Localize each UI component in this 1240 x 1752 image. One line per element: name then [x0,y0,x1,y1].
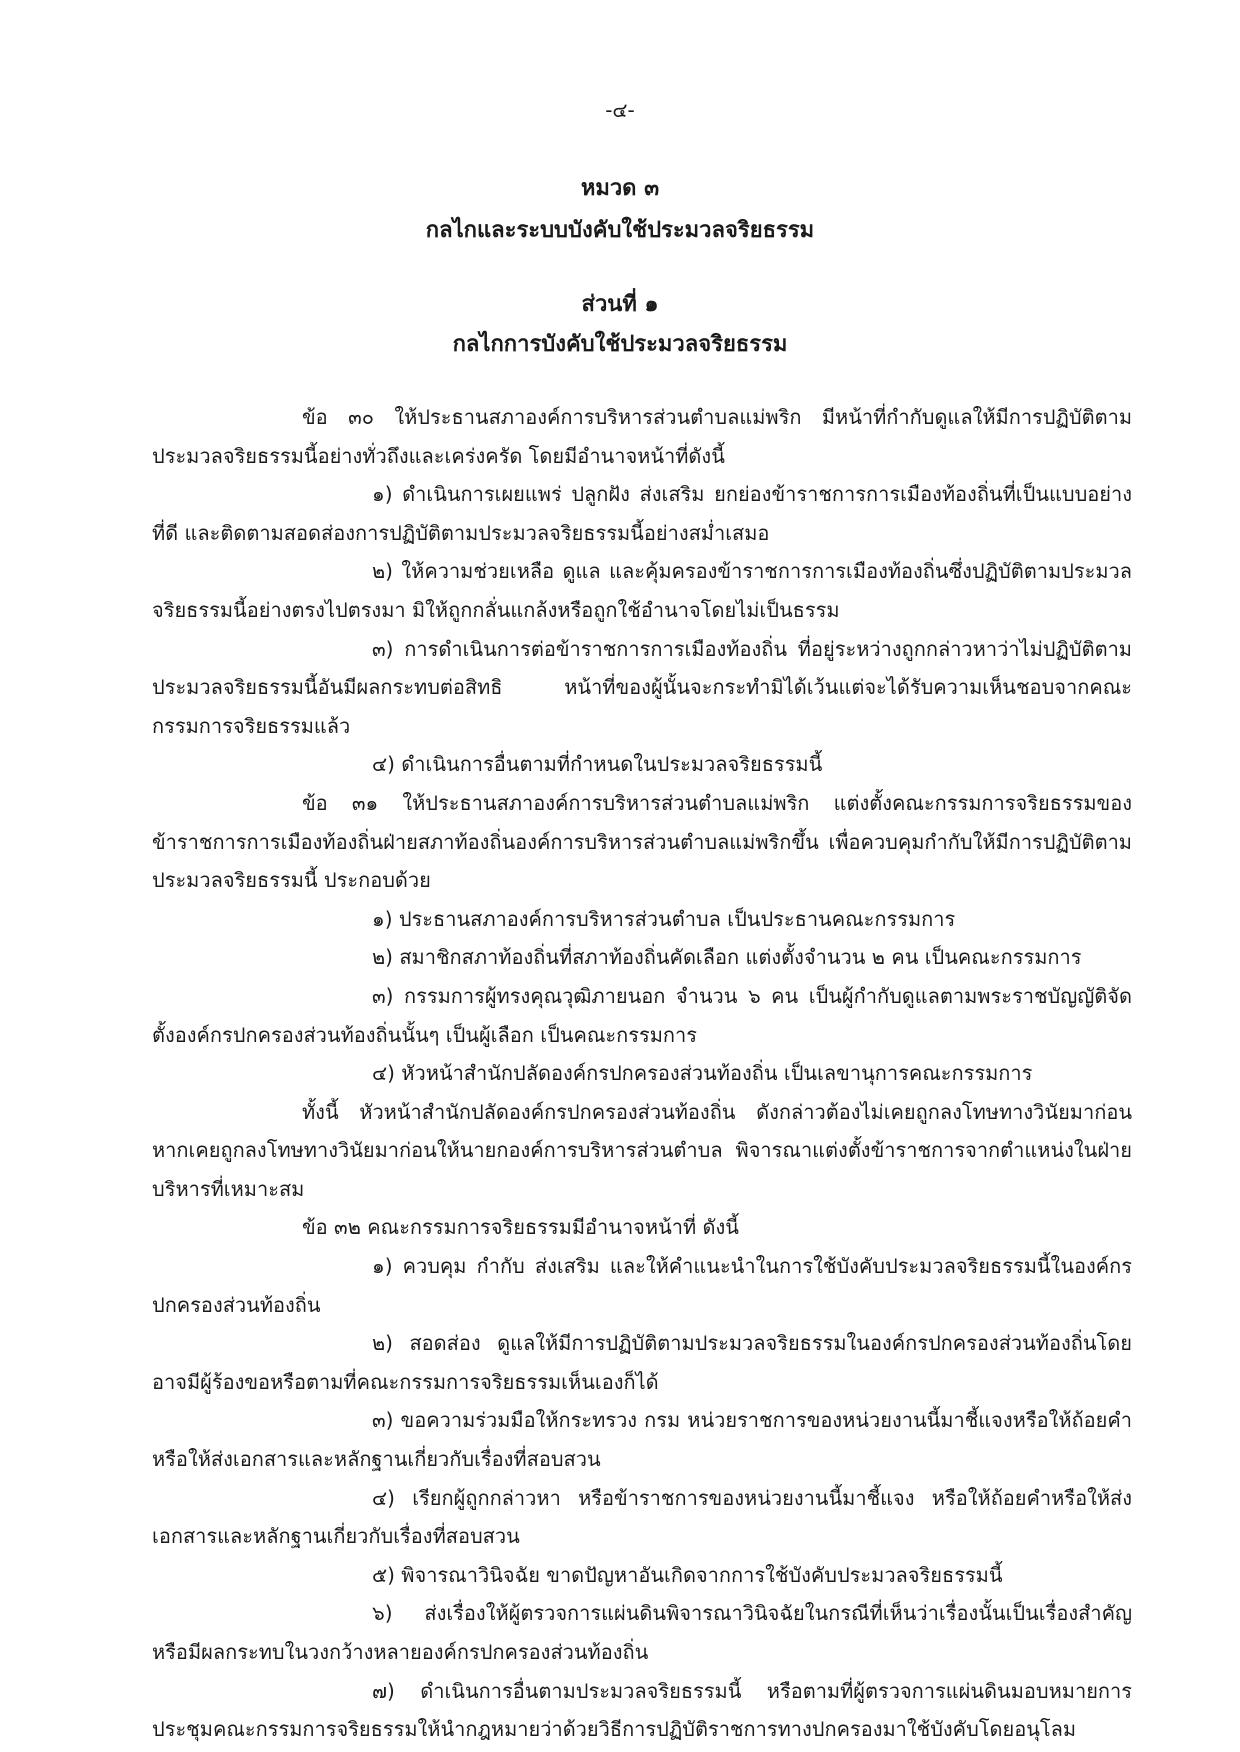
paragraph: ๑) ประธานสภาองค์การบริหารส่วนตำบล เป็นประธานคณะกรรมการ [372,906,956,931]
paragraph: ข้อ ๓๑ ให้ประธานสภาองค์การบริหารส่วนตำบลแม่พริก แต่งตั้งคณะกรรมการจริยธรรมของข้าราชการการเมืองท้องถิ่นฝ่ายสภาท้องถิ่นองค์การบริหารส่วนตำบลแม่พริกขึ้น เพื่อควบคุมกำกับให้มีการปฏิบัติตามประมวลจริยธรรมนี้ ประกอบด้วย [152,790,1132,893]
paragraph: ๗) ดำเนินการอื่นตามประมวลจริยธรรมนี้ หรือตามที่ผู้ตรวจการแผ่นดินมอบหมายการประชุมคณะกรรมการจริยธรรมให้นำกฎหมายว่าด้วยวิธีการปฏิบัติราชการทางปกครองมาใช้บังคับโดยอนุโลม [152,1678,1132,1742]
paragraph: ๔) หัวหน้าสำนักปลัดองค์กรปกครองส่วนท้องถิ่น เป็นเลขานุการคณะกรรมการ [372,1061,1033,1086]
paragraph: ข้อ ๓๒ คณะกรรมการจริยธรรมมีอำนาจหน้าที่ ดังนี้ [302,1215,739,1240]
chapter-title: หมวด ๓ [580,176,660,201]
paragraph: ๔) ดำเนินการอื่นตามที่กำหนดในประมวลจริยธรรมนี้ [372,752,823,777]
paragraph: ๑) ดำเนินการเผยแพร่ ปลูกฝัง ส่งเสริม ยกย่องข้าราชการการเมืองท้องถิ่นที่เป็นแบบอย่างที่ดี และติดตามสอดส่องการปฏิบัติตามประมวลจริยธรรมนี้อย่างสม่ำเสมอ [152,482,1132,545]
paragraph: ๓) การดำเนินการต่อข้าราชการการเมืองท้องถิ่น ที่อยู่ระหว่างถูกกล่าวหาว่าไม่ปฏิบัติตามประมวลจริยธรรมนี้อันมีผลกระทบต่อสิทธิ หน้าที่ของผู้นั้นจะกระทำมิได้เว้นแต่จะได้รับความเห็นชอบจากคณะกรรมการจริยธรรมแล้ว [152,636,1132,738]
paragraph: ๓) ขอความร่วมมือให้กระทรวง กรม หน่วยราชการของหน่วยงานนี้มาชี้แจงหรือให้ถ้อยคำหรือให้ส่งเอกสารและหลักฐานเกี่ยวกับเรื่องที่สอบสวน [152,1408,1132,1472]
paragraph: ข้อ ๓๐ ให้ประธานสภาองค์การบริหารส่วนตำบลแม่พริก มีหน้าที่กำกับดูแลให้มีการปฏิบัติตามประมวลจริยธรรมนี้อย่างทั่วถึงและเคร่งครัด โดยมีอำนาจหน้าที่ดังนี้ [152,405,1132,468]
paragraph: ๒) สอดส่อง ดูแลให้มีการปฏิบัติตามประมวลจริยธรรมในองค์กรปกครองส่วนท้องถิ่นโดยอาจมีผู้ร้องขอหรือตามที่คณะกรรมการจริยธรรมเห็นเองก็ได้ [152,1331,1132,1394]
section-title: ส่วนที่ ๑ [581,292,659,317]
paragraph: ๒) สมาชิกสภาท้องถิ่นที่สภาท้องถิ่นคัดเลือก แต่งตั้งจำนวน ๒ คน เป็นคณะกรรมการ [372,945,1082,970]
paragraph: ๒) ให้ความช่วยเหลือ ดูแล และคุ้มครองข้าราชการการเมืองท้องถิ่นซึ่งปฏิบัติตามประมวลจริยธรรมนี้อย่างตรงไปตรงมา มิให้ถูกกลั่นแกล้งหรือถูกใช้อำนาจโดยไม่เป็นธรรม [152,559,1132,622]
paragraph: ๖) ส่งเรื่องให้ผู้ตรวจการแผ่นดินพิจารณาวินิจฉัยในกรณีที่เห็นว่าเรื่องนั้นเป็นเรื่องสำคัญหรือมีผลกระทบในวงกว้างหลายองค์กรปกครองส่วนท้องถิ่น [152,1601,1132,1664]
chapter-subtitle: กลไกและระบบบังคับใช้ประมวลจริยธรรม [425,218,815,243]
paragraph: ทั้งนี้ หัวหน้าสำนักปลัดองค์กรปกครองส่วนท้องถิ่น ดังกล่าวต้องไม่เคยถูกลงโทษทางวินัยมาก่อนหากเคยถูกลงโทษทางวินัยมาก่อนให้นายกองค์การบริหารส่วนตำบล พิจารณาแต่งตั้งข้าราชการจากตำแหน่งในฝ่ายบริหารที่เหมาะสม [152,1099,1132,1201]
paragraph: ๓) กรรมการผู้ทรงคุณวุฒิภายนอก จำนวน ๖ คน เป็นผู้กำกับดูแลตามพระราชบัญญัติจัดตั้งองค์กรปกครองส่วนท้องถิ่นนั้นๆ เป็นผู้เลือก เป็นคณะกรรมการ [152,983,1132,1047]
paragraph: ๕) พิจารณาวินิจฉัย ขาดปัญหาอันเกิดจากการใช้บังคับประมวลจริยธรรมนี้ [372,1562,1003,1587]
paragraph: ๔) เรียกผู้ถูกกล่าวหา หรือข้าราชการของหน่วยงานนี้มาชี้แจง หรือให้ถ้อยคำหรือให้ส่งเอกสารและหลักฐานเกี่ยวกับเรื่องที่สอบสวน [152,1485,1132,1549]
document-body [152,398,1132,1749]
paragraph: ๑) ควบคุม กำกับ ส่งเสริม และให้คำแนะนำในการใช้บังคับประมวลจริยธรรมนี้ในองค์กรปกครองส่วนท้องถิ่น [152,1254,1132,1317]
section-subtitle: กลไกการบังคับใช้ประมวลจริยธรรม [452,332,788,357]
page-number: -๔- [605,98,635,122]
